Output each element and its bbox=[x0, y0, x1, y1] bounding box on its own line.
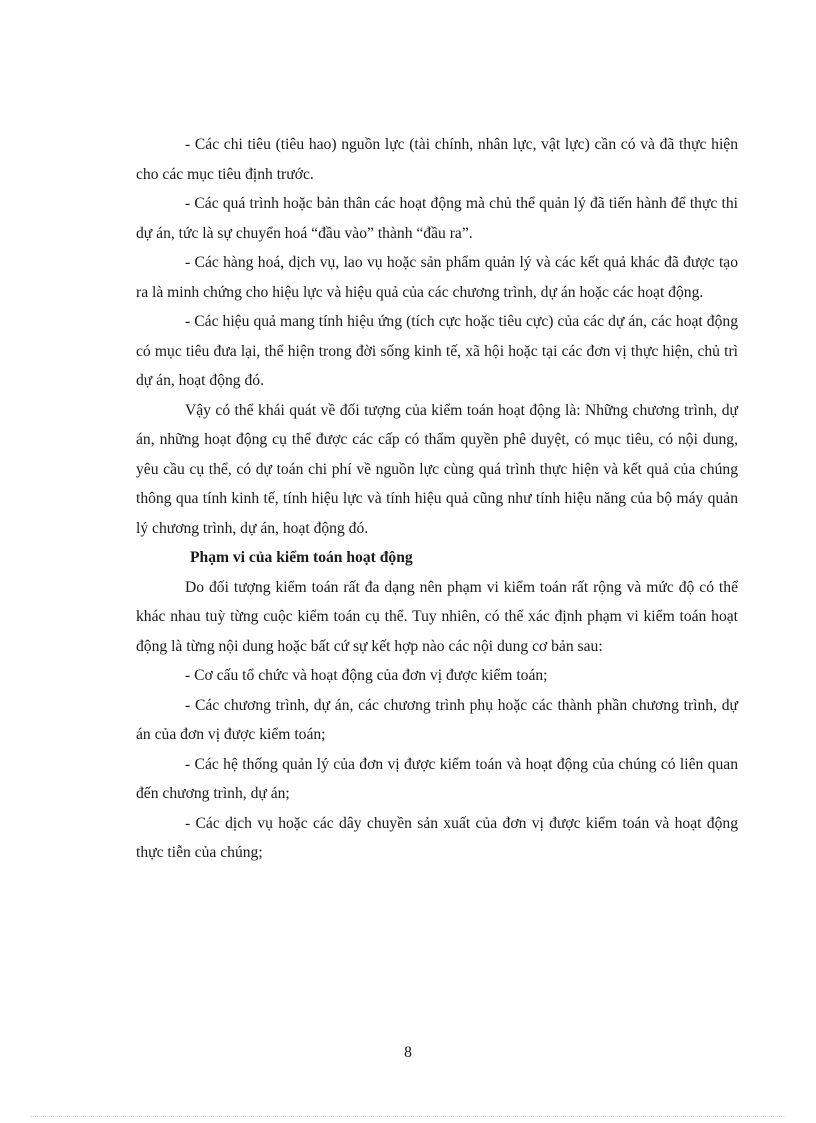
list-item-services: - Các dịch vụ hoặc các dây chuyền sản xuất của đơn vị được kiểm toán và hoạt động thực tiễn của chúng; bbox=[136, 814, 738, 861]
list-item-programs: - Các chương trình, dự án, các chương trình phụ hoặc các thành phần chương trình, dự án của đơn vị được kiểm toán; bbox=[136, 696, 738, 743]
list-item-management-systems: - Các hệ thống quản lý của đơn vị được kiểm toán và hoạt động của chúng có liên quan đến chương trình, dự án; bbox=[136, 755, 738, 802]
paragraph-resource-costs: - Các chi tiêu (tiêu hao) nguồn lực (tài chính, nhân lực, vật lực) cần có và đã thực hiện cho các mục tiêu định trước. bbox=[136, 136, 738, 183]
paragraph-effects: - Các hiệu quả mang tính hiệu ứng (tích cực hoặc tiêu cực) của các dự án, các hoạt động có mục tiêu đưa lại, thể hiện trong đời sống kinh tế, xã hội hoặc tại các đơn vị thực hiện, chủ trì dự án, hoạt động đó. bbox=[136, 313, 738, 389]
paragraph-summary: Vậy có thể khái quát về đối tượng của kiểm toán hoạt động là: Những chương trình, dự án, những hoạt động cụ thể được các cấp có thẩm quyền phê duyệt, có mục tiêu, có nội dung, yêu cầu cụ thể, có dự toán chi phí về nguồn lực cùng quá trình thực hiện và kết quả của chúng thông qua tính kinh tế, tính hiệu lực và tính hiệu quả cũng như tính hiệu năng của bộ máy quản lý chương trình, dự án, hoạt động đó. bbox=[136, 401, 738, 537]
page-number: 8 bbox=[404, 1044, 412, 1061]
page-bottom-divider bbox=[30, 1116, 786, 1117]
paragraph-goods-services: - Các hàng hoá, dịch vụ, lao vụ hoặc sản phẩm quản lý và các kết quả khác đã được tạo ra là minh chứng cho hiệu lực và hiệu quả của các chương trình, dự án hoặc các hoạt động. bbox=[136, 254, 738, 301]
document-body bbox=[136, 130, 738, 868]
paragraph-scope-intro: Do đối tượng kiểm toán rất đa dạng nên phạm vi kiểm toán rất rộng và mức độ có thể khác nhau tuỳ từng cuộc kiểm toán cụ thể. Tuy nhiên, có thể xác định phạm vi kiểm toán hoạt động là từng nội dung hoặc bất cứ sự kết hợp nào các nội dung cơ bản sau: bbox=[136, 578, 738, 655]
paragraph-processes: - Các quá trình hoặc bản thân các hoạt động mà chủ thể quản lý đã tiến hành để thực thi dự án, tức là sự chuyển hoá “đầu vào” thành “đầu ra”. bbox=[136, 195, 738, 242]
section-heading-scope: Phạm vi của kiểm toán hoạt động bbox=[190, 549, 413, 566]
list-item-org-structure: - Cơ cấu tổ chức và hoạt động của đơn vị được kiểm toán; bbox=[185, 667, 548, 684]
